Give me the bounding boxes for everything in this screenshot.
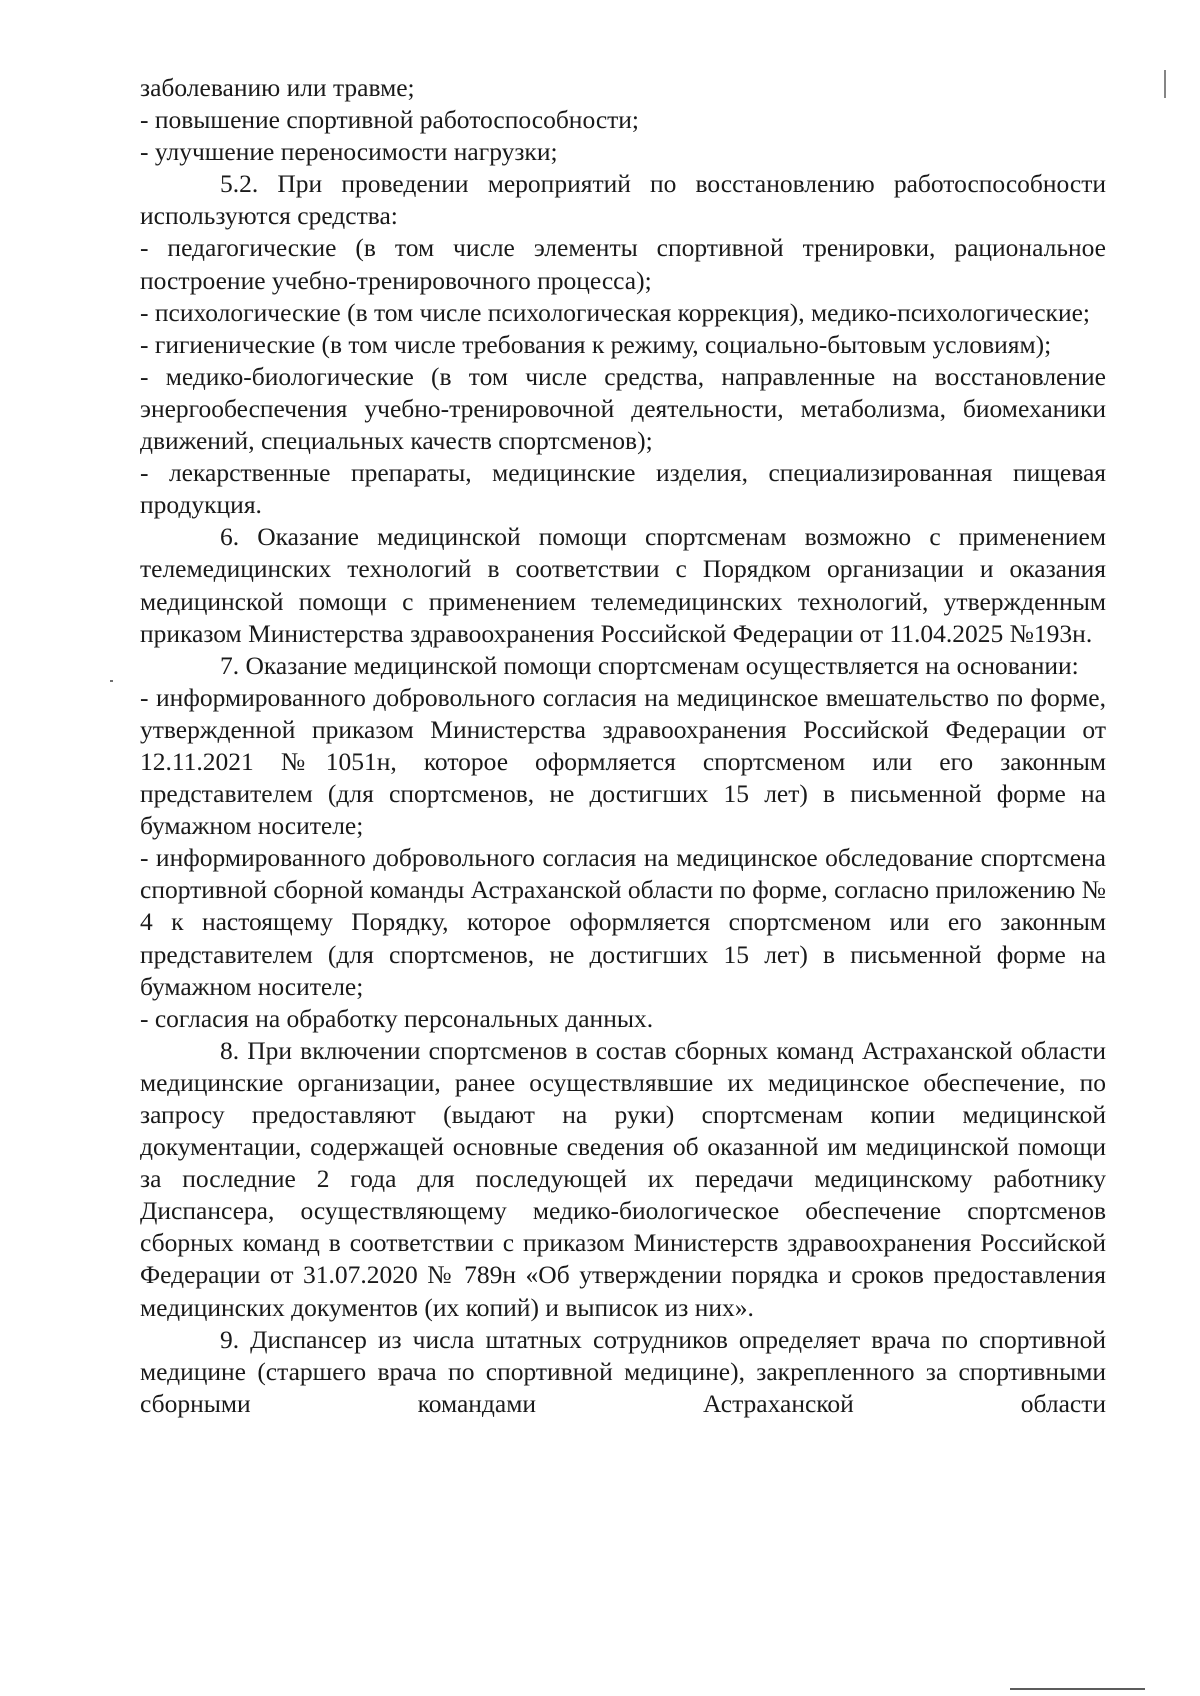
document-paragraph: 7. Оказание медицинской помощи спортсменам осуществляется на основании:	[220, 650, 1079, 680]
document-paragraph: - гигиенические (в том числе требования к режиму, социально-бытовым условиям);	[140, 329, 1052, 359]
document-paragraph: 9. Диспансер из числа штатных сотрудников определяет врача по спортивной медицине (старшего врача по спортивной медицине), закрепленного за спортивными сборными командами Астраханской области	[140, 1324, 1106, 1418]
document-paragraph: 8. При включении спортсменов в состав сборных команд Астраханской области медицинские организации, ранее осуществлявшие их медицинское обеспечение, по запросу предоставляют (выдают на руки) спортсменам копии медицинской документации, содержащей основные сведения об оказанной им медицинской помощи за последние 2 года для последующей их передачи медицинскому работнику Диспансера, осуществляющему медико-биологическое обеспечение спортсменов сборных команд в соответствии с приказом Министерств здравоохранения Российской Федерации от 31.07.2020 № 789н «Об утверждении порядка и сроков предоставления медицинских документов (их копий) и выписок из них».	[140, 1035, 1106, 1322]
document-paragraph: - лекарственные препараты, медицинские изделия, специализированная пищевая продукция.	[140, 458, 1106, 520]
document-paragraph: - повышение спортивной работоспособности;	[140, 105, 640, 135]
document-paragraph: - информированного добровольного согласия на медицинское обследование спортсмена спортивной сборной команды Астраханской области по форме, согласно приложению № 4 к настоящему Порядку, которое оформляется спортсменом или его законным представителем (для спортсменов, не достигших 15 лет) в письменной форме на бумажном носителе;	[140, 843, 1106, 1001]
document-paragraph: - психологические (в том числе психологическая коррекция), медико-психологические;	[140, 297, 1090, 327]
document-paragraph: 5.2. При проведении мероприятий по восстановлению работоспособности используются средства:	[140, 169, 1106, 231]
document-paragraph: - педагогические (в том числе элементы спортивной тренировки, рациональное построение учебно-тренировочного процесса);	[140, 233, 1106, 295]
document-paragraph: 6. Оказание медицинской помощи спортсменам возможно с применением телемедицинских технологий в соответствии с Порядком организации и оказания медицинской помощи с применением телемедицинских технологий, утвержденным приказом Министерства здравоохранения Российской Федерации от 11.04.2025 №193н.	[140, 522, 1106, 648]
scan-artifact-line	[1010, 1688, 1145, 1690]
document-body	[140, 72, 1106, 1420]
scan-artifact-dot	[110, 680, 113, 682]
document-paragraph: заболеванию или травме;	[140, 73, 415, 102]
document-paragraph: - согласия на обработку персональных данных.	[140, 1003, 654, 1033]
scan-artifact-mark	[1164, 70, 1166, 98]
document-paragraph: - информированного добровольного согласия на медицинское вмешательство по форме, утвержденной приказом Министерства здравоохранения Российской Федерации от 12.11.2021 №1051н, которое оформляется спортсменом или его законным представителем (для спортсменов, не достигших 15 лет) в письменной форме на бумажном носителе;	[140, 682, 1106, 841]
document-paragraph: - улучшение переносимости нагрузки;	[140, 137, 558, 167]
document-paragraph: - медико-биологические (в том числе средства, направленные на восстановление энергообеспечения учебно-тренировочной деятельности, метаболизма, биомеханики движений, специальных качеств спортсменов);	[140, 361, 1106, 456]
